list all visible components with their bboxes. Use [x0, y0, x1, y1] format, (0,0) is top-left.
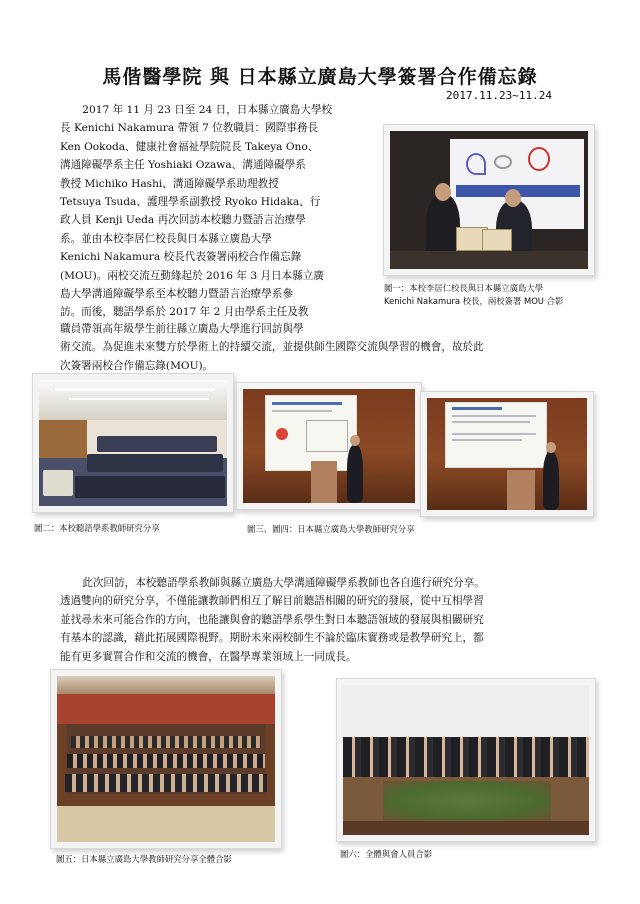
event-date: 2017.11.23~11.24	[446, 89, 552, 102]
para1-line: 系。並由本校李居仁校長與日本縣立廣島大學	[60, 232, 272, 245]
para1-line: 長 Kenichi Nakamura 帶領 7 位教職員：國際事務長	[60, 122, 319, 135]
para1-line: 訪。而後，聽語學系於 2017 年 2 月由學系主任及教	[60, 306, 309, 319]
figure-6-caption: 圖六：全體與會人員合影	[340, 849, 433, 859]
para2-line: 此次回訪，本校聽語學系教師與縣立廣島大學溝通障礙學系教師也各自進行研究分享。	[82, 577, 485, 589]
figure-4-photo	[420, 391, 594, 517]
intro-paragraph-tail	[60, 320, 572, 375]
page-title: 馬偕醫學院 與 日本縣立廣島大學簽署合作備忘錄	[102, 66, 538, 88]
para2-line: 能有更多實質合作和交流的機會，在醫學專業領域上一同成長。	[60, 650, 357, 663]
para1-tail-line: 次簽署兩校合作備忘錄(MOU)。	[60, 359, 214, 372]
para1-line: 政人員 Kenji Ueda 再次回訪本校聽力暨語言治療學	[60, 214, 306, 227]
para1-line: 溝通障礙學系主任 Yoshiaki Ozawa、溝通障礙學系	[60, 159, 306, 172]
para1-line: 職員帶領高年級學生前往縣立廣島大學進行回訪與學	[60, 323, 304, 335]
para1-line: Kenichi Nakamura 校長代表簽署兩校合作備忘錄	[60, 251, 302, 264]
figure-5-photo	[50, 669, 282, 849]
para1-line: Tetsuya Tsuda、護理學系副教授 Ryoko Hidaka、行	[60, 196, 321, 209]
para1-line: 2017 年 11 月 23 日至 24 日，日本縣立廣島大學校	[82, 104, 333, 116]
para1-line: (MOU)。兩校交流互動緣起於 2016 年 3 月日本縣立廣	[60, 269, 324, 282]
para2-line: 透過雙向的研究分享，不僅能讓教師們相互了解目前聽語相關的研究的發展，從中互相學習	[60, 595, 484, 608]
figure-1-caption-line: 圖一：本校李居仁校長與日本縣立廣島大學	[384, 283, 544, 293]
figure-34-caption: 圖三、圖四：日本縣立廣島大學教師研究分享	[247, 524, 415, 534]
figure-1-caption-line: Kenichi Nakamura 校長，兩校簽署 MOU 合影	[384, 296, 564, 306]
figure-2-caption: 圖二：本校聽語學系教師研究分享	[34, 523, 160, 533]
figure-5-caption: 圖五：日本縣立廣島大學教師研究分享全體合影	[56, 854, 232, 864]
intro-paragraph	[60, 101, 370, 322]
para2-line: 有基本的認識，藉此拓展國際視野。期盼未來兩校師生不論於臨床實務或是教學研究上，都	[60, 632, 484, 645]
figure-1-caption	[384, 282, 594, 308]
para1-tail-line: 術交流。為促進未來雙方於學術上的持續交流，並提供師生國際交流與學習的機會，故於此	[60, 341, 484, 354]
figure-3-photo	[236, 382, 422, 510]
body-paragraph	[60, 574, 588, 666]
figure-6-photo	[336, 678, 596, 842]
para1-line: 島大學溝通障礙學系至本校聽力暨語言治療學系參	[60, 288, 294, 301]
figure-1-photo	[383, 124, 595, 276]
para1-line: 教授 Michiko Hashi、溝通障礙學系助理教授	[60, 177, 279, 190]
para2-line: 並找尋未來可能合作的方向，也能讓與會的聽語學系學生對日本聽語領域的發展與相關研究	[60, 613, 484, 626]
figure-2-photo	[32, 373, 234, 513]
para1-line: Ken Ookoda、健康社會福祉學院院長 Takeya Ono、	[60, 140, 319, 153]
